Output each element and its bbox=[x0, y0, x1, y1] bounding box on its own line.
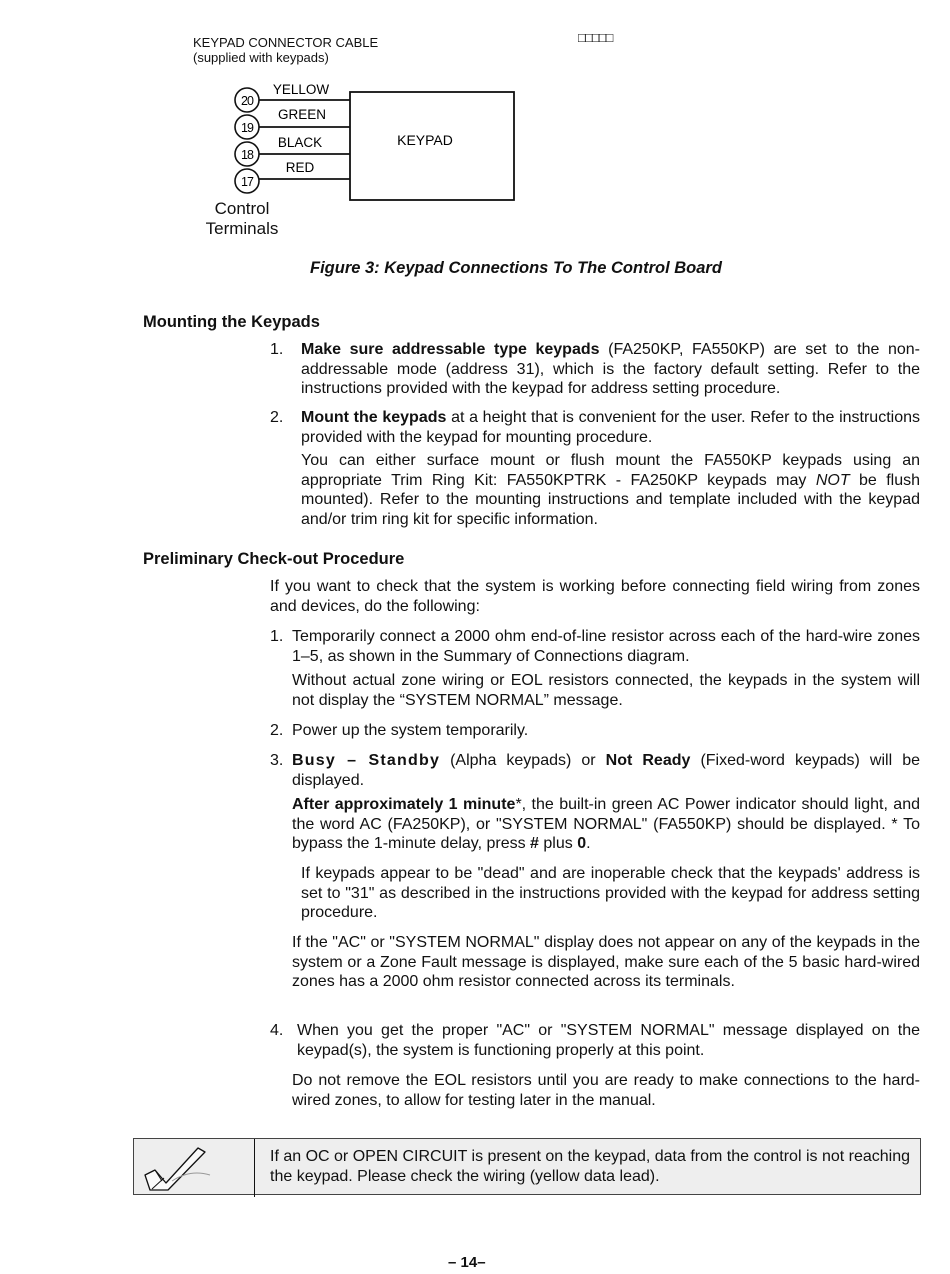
body-text: (Alpha keypads) or bbox=[440, 752, 606, 769]
checkout-step-1: Temporarily connect a 2000 ohm end-of-line resistor across each of the hard-wire zones 1–5, as shown in the Summary of Connections diagram. bbox=[292, 628, 920, 665]
keypad-box-label: KEYPAD bbox=[397, 132, 453, 148]
checkout-intro: If you want to check that the system is working before connecting field wiring from zones and devices, do the following: bbox=[270, 578, 920, 615]
body-text: at a height that is convenient for the user. Refer to the instructions provided with the keypad for mounting procedure. bbox=[301, 409, 920, 446]
terminal-number: 17 bbox=[241, 175, 253, 189]
emphasis: After approximately 1 minute bbox=[292, 796, 516, 813]
wire-label: YELLOW bbox=[272, 82, 330, 97]
checkout-step-3-detail bbox=[292, 795, 920, 854]
cable-title: KEYPAD CONNECTOR CABLE bbox=[193, 35, 379, 50]
body-text: (Fixed-word keypads) will be displayed. bbox=[292, 752, 920, 789]
terminal-number: 20 bbox=[241, 94, 253, 108]
body-text: *, the built-in green AC Power indicator should light, and the word AC (FA250KP), or "SYSTEM NORMAL" (FA550KP) should be displayed. * To bypass the 1-minute delay, press bbox=[292, 796, 921, 852]
note-box bbox=[133, 1138, 921, 1195]
terminal-number: 18 bbox=[241, 148, 253, 162]
wire-label: GREEN bbox=[277, 107, 327, 122]
cable-subtitle: (supplied with keypads) bbox=[193, 50, 329, 65]
terminals-caption bbox=[192, 199, 292, 239]
terminals-caption-line: Terminals bbox=[205, 219, 279, 238]
list-number: 2. bbox=[270, 409, 284, 426]
emphasis: Make sure addressable type keypads bbox=[301, 341, 600, 358]
checkout-step-3-dead-keypad: If keypads appear to be "dead" and are inoperable check that the keypads' address is set to "31" as described in the instructions provided with the keypad for address setting procedure. bbox=[301, 865, 920, 921]
mounting-step-1 bbox=[301, 340, 920, 399]
checkout-step-3-troubleshoot: If the "AC" or "SYSTEM NORMAL" display does not appear on any of the keypads in the system or a Zone Fault message is displayed, make sure each of the 5 basic hard-wired zones has a 2000 ohm resistor connected across its terminals. bbox=[292, 934, 920, 990]
list-number: 2. bbox=[270, 722, 284, 739]
body-text: . bbox=[586, 835, 591, 852]
wire-label: RED bbox=[285, 160, 315, 175]
checkout-step-1-note: Without actual zone wiring or EOL resistors connected, the keypads in the system will not display the “SYSTEM NORMAL” message. bbox=[292, 672, 920, 709]
emphasis: Busy – Standby bbox=[292, 752, 441, 769]
body-text: plus bbox=[538, 835, 578, 852]
checkout-step-4: When you get the proper "AC" or "SYSTEM NORMAL" message displayed on the keypad(s), the system is functioning properly at this point. bbox=[297, 1022, 920, 1059]
note-divider bbox=[254, 1139, 255, 1197]
cable-label bbox=[193, 35, 378, 65]
list-number: 1. bbox=[270, 628, 284, 645]
terminals-caption-line: Control bbox=[214, 199, 270, 218]
emphasis: NOT bbox=[815, 471, 850, 489]
terminal-number: 19 bbox=[241, 121, 253, 135]
checkmark-icon bbox=[142, 1143, 214, 1193]
mounting-step-2-detail bbox=[301, 451, 920, 529]
section-heading-checkout: Preliminary Check-out Procedure bbox=[143, 550, 405, 568]
key-zero: 0 bbox=[577, 835, 587, 852]
page-number: – 14– bbox=[448, 1254, 486, 1271]
note-text: If an OC or OPEN CIRCUIT is present on the keypad, data from the control is not reaching the keypad. Please check the wiring (yellow data lead). bbox=[270, 1148, 910, 1185]
body-text: You can either surface mount or flush mount the FA550KP keypads using an appropriate Trim Ring Kit: FA550KPTRK - FA250KP keypads may bbox=[301, 452, 920, 489]
section-heading-mounting: Mounting the Keypads bbox=[143, 313, 320, 331]
body-text: be flush mounted). Refer to the mounting instructions and template included with the keypad and/or trim ring kit for specific information. bbox=[301, 471, 921, 528]
emphasis: Mount the keypads bbox=[301, 409, 447, 426]
checkout-step-3 bbox=[292, 751, 920, 790]
figure-caption: Figure 3: Keypad Connections To The Control Board bbox=[310, 259, 722, 277]
mounting-step-2 bbox=[301, 408, 920, 447]
list-number: 1. bbox=[270, 341, 284, 358]
checkout-step-2: Power up the system temporarily. bbox=[292, 722, 529, 739]
corner-glyphs: □□□□□ bbox=[578, 30, 613, 45]
wire-label: BLACK bbox=[277, 135, 323, 150]
list-number: 4. bbox=[270, 1022, 284, 1039]
body-text: (FA250KP, FA550KP) are set to the non-addressable mode (address 31), which is the factory default setting. Refer to the instructions provided with the keypad for address setting procedure. bbox=[301, 341, 921, 397]
checkout-step-4-note: Do not remove the EOL resistors until you are ready to make connections to the hard-wired zones, to allow for testing later in the manual. bbox=[292, 1072, 920, 1109]
emphasis: Not Ready bbox=[605, 752, 691, 769]
list-number: 3. bbox=[270, 752, 284, 769]
key-hash: # bbox=[530, 835, 539, 852]
